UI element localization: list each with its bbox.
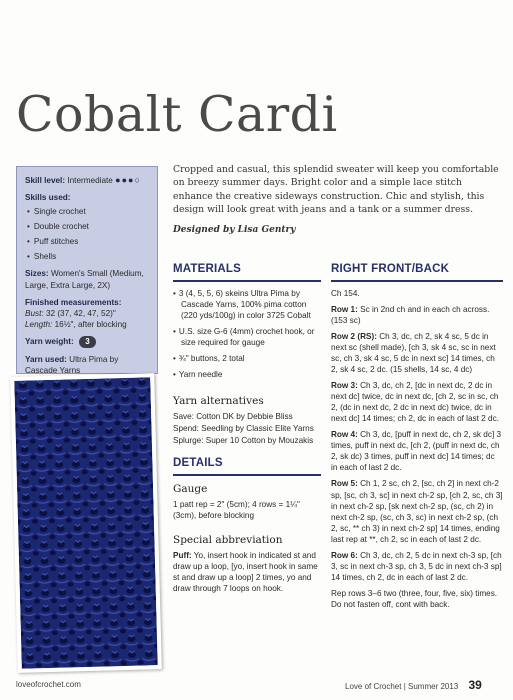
left-column [173,262,321,596]
row-instruction [331,331,503,375]
intro-paragraph: Cropped and casual, this splendid sweater will keep you comfortable on breezy summer days. Bright color and a simple lace stitch enhance the creative sideways construction. Chic and stylish, this design will look great with jeans and a tank or a summer dress. [173,164,499,216]
abbreviation-definition: Yo, insert hook in indicated st and draw up a loop, [yo, insert hook in same st and draw up a loop] 2 times, yo and draw through 7 loops on hook. [173,551,318,594]
gauge-heading: Gauge [173,482,208,495]
row-label: Row 2 (RS): [331,331,377,341]
skill-level-value: Intermediate [67,176,113,185]
row-label: Row 3: [331,380,358,390]
skill-item: • Shells [25,251,149,262]
gauge-text: 1 patt rep = 2" (5cm); 4 rows = 1¼" (3cm), before blocking [173,500,300,521]
row-instruction [331,380,503,424]
row-text: Ch 1, 2 sc, ch 2, [sc, ch 2] in next ch-2 sp, [sc, ch 3, sc] in next ch-2 sp, [ch 2, sc, ch 3] in next ch-2 sp, [sk next ch-2 sp, (sc, ch 2) in next ch-2 sp, (sc, ch 3, sc) in next ch-2 sp, (ch 2, sc, ** ch 3) in next ch-2 sp] 14 times, ending last rep at **, ch 2, sc in each of last 2 dc. [331,479,503,544]
abbreviation-text [173,550,321,594]
footer-website: loveofcrochet.com [16,680,81,689]
alternative-spend: Spend: Seedling by Classic Elite Yarns [173,424,314,434]
bust-label: Bust: [25,308,44,318]
yarn-weight-label: Yarn weight: [25,336,74,346]
alternative-save: Save: Cotton DK by Debbie Bliss [173,412,293,422]
row-label: Row 4: [331,430,358,440]
row-text: Ch 3, dc, ch 2, 5 dc in next ch-3 sp, [ch 3, sc in next ch-3 sp, ch 3, 5 dc in next ch-3 sp] 14 times, ch 2, dc in each of last 2 dc. [331,550,502,582]
row-label: Row 1: [331,304,358,314]
alternative-splurge: Splurge: Super 10 Cotton by Mouzakis [173,436,314,446]
abbreviation-heading: Special abbreviation [173,534,283,547]
bust-value: 32 (37, 42, 47, 52)" [45,308,116,318]
footer-magazine [345,678,482,692]
yarn-weight-icon: 3 [79,336,96,348]
row-text: Sc in 2nd ch and in each ch across. (153 sc) [331,304,490,325]
skill-item: • Puff stitches [25,236,149,247]
row-instruction [331,429,503,473]
skill-level-label: Skill level: [25,176,66,185]
finished-label: Finished measurements: [25,297,122,307]
skill-level-dots: ●●●○ [115,175,141,185]
material-item: • Yarn needle [173,369,321,380]
swatch-image [14,377,157,668]
page-title: Cobalt Cardi [16,86,338,143]
right-front-heading: RIGHT FRONT/BACK [331,262,503,282]
materials-list [173,288,321,380]
details-heading: DETAILS [173,456,321,476]
length-value: 16½", after blocking [54,319,127,329]
row-instruction [331,478,503,544]
yarn-used-value: Ultra Pima by Cascade Yarns [25,354,119,375]
skills-sidebar [16,166,158,374]
row-label: Row 6: [331,550,358,560]
yarn-used-label: Yarn used: [25,354,67,364]
finished-measurements [25,297,149,330]
skill-item: • Single crochet [25,206,149,217]
chain-instruction: Ch 154. [331,288,360,298]
row-text: Ch 3, dc, [puff in next dc, ch 2, sk dc] 3 times, puff in next dc, [ch 2, (puff in next dc, ch 2, sk dc) 3 times, puff in next dc] 14 times; dc in each of last 2 dc. [331,430,502,473]
skills-used-label: Skills used: [25,193,71,203]
length-label: Length: [25,319,53,329]
row-text: Ch 3, dc, ch 2, [dc in next dc, 2 dc in next dc] twice, dc in next dc, [ch 2, sc in sc, ch 2, (dc in next dc, 2 dc in next dc) twice, dc in next dc] 14 times; ch 2, dc in each of last 2 dc. [331,380,499,424]
row-instruction [331,550,503,583]
yarn-alternatives-heading: Yarn alternatives [173,394,264,407]
designer-credit: Designed by Lisa Gentry [173,225,296,235]
skills-list [25,206,149,262]
skills-used [25,192,149,262]
materials-heading: MATERIALS [173,262,321,282]
yarn-weight [25,336,149,348]
skill-level [25,174,149,186]
sizes [25,268,149,290]
row-instruction [331,304,503,326]
material-item: • U.S. size G-6 (4mm) crochet hook, or size required for gauge [173,326,321,348]
right-column [331,262,503,615]
material-item: • 3 (4, 5, 5, 6) skeins Ultra Pima by Cascade Yarns, 100% pima cotton (220 yds/100g) in color 3725 Cobalt [173,288,321,321]
repeat-instruction: Rep rows 3–6 two (three, four, five, six) times. Do not fasten off, cont with back. [331,589,498,610]
material-item: • ¾" buttons, 2 total [173,353,321,364]
row-text: Ch 3, dc, ch 2, sk 4 sc, 5 dc in next sc (shell made), [ch 3, sk 4 sc, sc in next sc, ch 3, sk 4 sc, 5 dc in next sc] 14 times, ch 2, sk 4 sc, 2 dc. (15 shells, 14 sc, 4 dc) [331,331,496,374]
page-number: 39 [468,678,482,692]
abbreviation-term: Puff: [173,551,192,561]
yarn-used [25,354,149,376]
sizes-label: Sizes: [25,269,49,279]
skill-item: • Double crochet [25,221,149,232]
row-label: Row 5: [331,479,358,489]
magazine-issue: Love of Crochet | Summer 2013 [345,682,459,691]
sizes-value: Women's Small (Medium, Large, Extra Large, 2X) [25,269,144,290]
swatch-photo [10,373,162,673]
